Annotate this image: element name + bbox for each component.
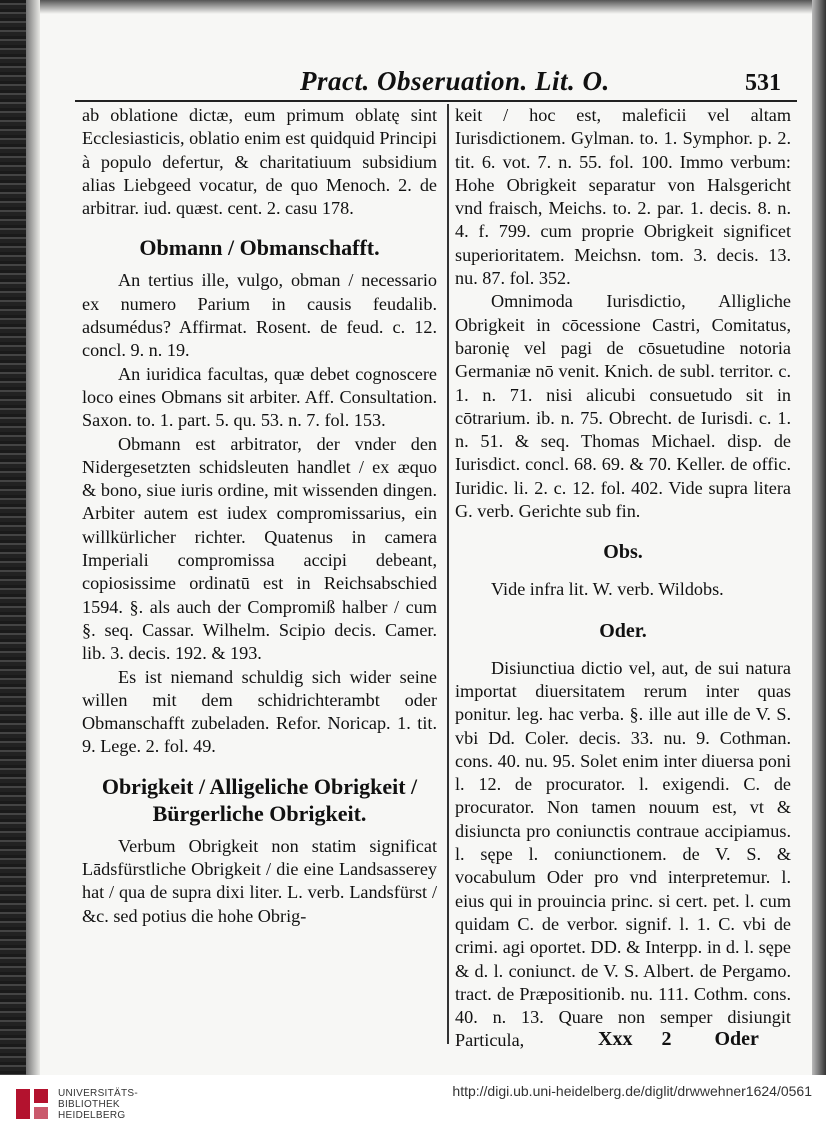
left-column bbox=[82, 104, 437, 928]
section-heading-obs: Obs. bbox=[603, 541, 643, 564]
section-heading-oder: Oder. bbox=[599, 619, 647, 642]
catchword: Oder bbox=[714, 1028, 759, 1050]
running-head: Pract. Obseruation. Lit. O. bbox=[300, 66, 610, 96]
header-rule bbox=[75, 100, 797, 102]
binding-edge-left bbox=[0, 0, 26, 1075]
page-number: 531 bbox=[745, 70, 781, 96]
column-divider bbox=[447, 104, 449, 1044]
paragraph: Es ist niemand schuldig sich wider seine willen mit dem schidrichterambt oder Obmanschafft zubeladen. Refor. Noricap. 1. tit. 9. Lege. 2. fol. 49. bbox=[82, 666, 437, 757]
signature-line bbox=[598, 1028, 759, 1051]
paragraph: An iuridica facultas, quæ debet cognoscere loco eines Obmans sit arbiter. Aff. Consultation. Saxon. to. 1. part. 5. qu. 53. n. 7. fol. 153. bbox=[82, 363, 437, 431]
signature-mark: Xxx bbox=[598, 1028, 633, 1050]
paragraph: Omnimoda Iurisdictio, Alligliche Obrigkeit in cōcessione Castri, Comitatus, baronię vel pagi de cōsuetudine notoria Germaniæ nō venit. Knich. de subl. territor. c. 1. n. 71. nisi alicubi consuetudo sit in cōtrarium. ib. n. 75. Obrecht. de Iurisdi. c. 1. n. 51. & seq. Thomas Michael. disp. de Iurisdict. concl. 68. 69. & 70. Keller. de offic. Iuridic. li. 2. c. 12. fol. 402. Vide supra litera G. verb. Gerichte sub fin. bbox=[455, 291, 791, 522]
paragraph: ab oblatione dictæ, eum primum oblatę sint Ecclesiasticis, oblatio enim est quidquid Principi à populo defertur, & charitatiuum subsidium alias Liebgeed vocatur, de quo Menoch. 2. de arbitrar. iud. quæst. cent. 2. casu 178. bbox=[82, 105, 437, 219]
paragraph: An tertius ille, vulgo, obman / necessario ex numero Parium in causis feudalib. adsumédus? Affirmat. Rosent. de feud. c. 12. concl. 9. n. 19. bbox=[82, 270, 437, 361]
signature-number: 2 bbox=[661, 1028, 672, 1050]
viewer-footer bbox=[0, 1075, 826, 1134]
paragraph: Obmann est arbitrator, der vnder den Nidergesetzten schidsleuten handlet / ex æquo & bono, siue iuris ordine, mit wissenden dingen. Arbiter autem est iudex compromissarius, ein willkürlicher richter. Quatenus in camera Imperiali compromissa accipi debeant, copiosissime ordinatū est in Reichsabschied 1594. §. als auch der Compromiß halber / cum §. seq. Cassar. Wilhelm. Scipio decis. Camer. lib. 3. decis. 192. & 193. bbox=[82, 433, 437, 664]
paragraph: Disiunctiua dictio vel, aut, de sui natura importat diuersitatem rerum inter quas ponitur. leg. hac verba. §. ille aut ille de V. S. vbi Dd. Coler. decis. 33. nu. 9. Cothman. cons. 40. nu. 95. Solet enim inter diuersa poni l. 12. de procurator. l. exigendi. C. de procurator. Non tamen nouum est, vt & disiuncta pro coniunctis contraue accipiamus. l. sępe l. coniunctionem. de V. S. & vocabulum Oder pro vnd interpretemur. l. eius qui in prouincia princ. si cert. pet. l. cum quidam C. de verbor. signif. l. 1. C. vbi de crimi. agi oportet. DD. & Interpp. in d. l. sępe & d. l. coniunct. de V. S. Albert. de Pergamo. tract. de Præpositionib. nu. 111. Cothm. cons. 40. n. 13. Quare non semper disiungit Particula, bbox=[455, 657, 791, 1051]
library-name: UNIVERSITÄTS- BIBLIOTHEK HEIDELBERG bbox=[58, 1088, 139, 1121]
paragraph: Verbum Obrigkeit non statim significat Lādsfürstliche Obrigkeit / die eine Landsasserey hat / qua de supra dixi liter. L. verb. Landsfürst / &c. sed potius die hohe Obrig- bbox=[82, 835, 437, 926]
top-edge-shadow bbox=[40, 0, 812, 14]
paragraph: keit / hoc est, maleficii vel altam Iurisdictionem. Gylman. to. 1. Symphor. p. 2. tit. 6. vot. 7. n. 55. fol. 100. Immo verbum: Hohe Obrigkeit separatur von Halsgericht vnd fraisch, Meichs. to. 2. par. 1. decis. 8. n. 4. f. 799. cum proprie Obrigkeit significet superioritatem. Meichsn. tom. 3. decis. 13. nu. 87. fol. 352. bbox=[455, 105, 791, 289]
permalink-url[interactable]: http://digi.ub.uni-heidelberg.de/diglit/drwwehner1624/0561 bbox=[452, 1083, 812, 1099]
binding-edge-right bbox=[812, 0, 826, 1075]
section-heading-obmann: Obmann / Obmanschafft. bbox=[139, 235, 380, 261]
gutter-shadow bbox=[26, 0, 40, 1075]
section-heading-obrigkeit: Obrigkeit / Alligeliche Obrigkeit / Bürgerliche Obrigkeit. bbox=[101, 773, 418, 826]
paragraph: Vide infra lit. W. verb. Wildobs. bbox=[491, 579, 724, 600]
university-library-logo-icon bbox=[12, 1083, 52, 1125]
right-column bbox=[455, 104, 791, 1053]
